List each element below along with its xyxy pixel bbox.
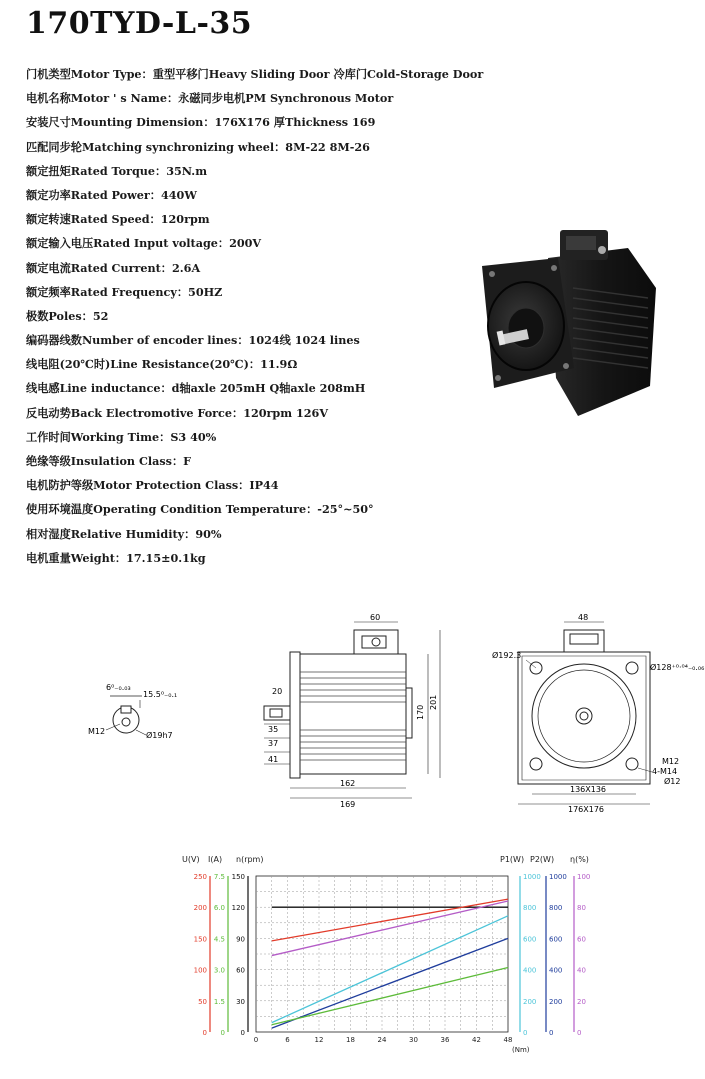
key-width-dim: 6⁰₋₀.₀₃: [106, 683, 131, 692]
spec-row: [26, 449, 483, 473]
axis-tick-label: 0: [202, 1029, 207, 1037]
spec-value: 90%: [195, 526, 222, 541]
axis-tick-label: 250: [193, 873, 207, 881]
axis-tick-label: 100: [193, 966, 207, 975]
spec-label: 额定电流Rated Current：: [26, 260, 172, 275]
spec-label: 匹配同步轮Matching synchronizing wheel：: [26, 139, 286, 154]
spec-label: 线电感Line inductance：: [26, 381, 172, 396]
spec-value: 440W: [160, 187, 197, 202]
spec-row: [26, 135, 483, 159]
x-tick-label: 24: [377, 1036, 387, 1044]
axis-tick-label: 90: [236, 935, 245, 944]
axis-tick-label: 600: [523, 935, 537, 944]
spec-value: F: [183, 454, 192, 468]
series-line: [272, 901, 508, 956]
x-tick-label: 6: [285, 1036, 290, 1044]
spec-label: 使用环境温度Operating Condition Temperature：: [26, 502, 318, 517]
spec-row: [26, 522, 483, 546]
axis-tick-label: 1000: [523, 873, 541, 881]
spec-value: 11.9Ω: [260, 357, 298, 372]
axis-tick-label: 60: [236, 966, 245, 975]
axis-tick-label: 60: [577, 935, 586, 944]
spec-value: 永磁同步电机PM Synchronous Motor: [178, 91, 394, 106]
spec-row: [26, 110, 483, 134]
axis-tick-label: 40: [577, 966, 586, 975]
spec-label: 线电阻(20℃时)Line Resistance(20℃)：: [26, 357, 261, 372]
spec-label: 电机防护等级Motor Protection Class：: [26, 478, 250, 493]
spec-value: 120rpm: [160, 212, 210, 227]
spec-row: [26, 304, 483, 328]
spec-row: [26, 231, 483, 255]
spec-row: [26, 159, 483, 183]
spec-row: [26, 328, 483, 352]
spec-value: 35N.m: [166, 163, 208, 178]
axis-tick-label: 20: [577, 997, 586, 1006]
front-spigot-dim: Ø128⁺⁰·⁰⁴₋₀.₀₆: [650, 663, 705, 672]
spec-row: [26, 62, 483, 86]
spec-label: 工作时间Working Time：: [26, 429, 171, 444]
spec-value: 重型平移门Heavy Sliding Door 冷库门Cold-Storage Door: [152, 67, 484, 81]
x-tick-label: 18: [346, 1036, 355, 1044]
spec-label: 额定转速Rated Speed：: [26, 212, 161, 227]
axis-tick-label: 1.5: [213, 997, 225, 1006]
front-top-width-dim: 48: [578, 613, 589, 622]
key-depth-dim: 15.5⁰₋₀.₁: [143, 690, 178, 699]
series-line: [272, 916, 508, 1023]
spec-list: [26, 62, 483, 570]
spec-label: 额定扭矩Rated Torque：: [26, 163, 167, 178]
series-line: [272, 899, 508, 941]
spec-row: [26, 256, 483, 280]
axis-tick-label: 6.0: [213, 904, 225, 913]
axis-tick-label: 200: [193, 904, 207, 913]
front-pcd-dim: Ø192.3: [492, 651, 522, 660]
axis-name: P2(W): [530, 855, 555, 864]
side-h170-dim: 170: [416, 704, 425, 720]
spec-label: 门机类型Motor Type：: [26, 67, 153, 81]
spec-label: 电机重量Weight：: [26, 550, 127, 565]
spec-value: S3 40%: [170, 429, 217, 444]
axis-tick-label: 120: [231, 904, 245, 913]
spec-value: 52: [92, 308, 109, 323]
axis-name: η(%): [570, 855, 589, 864]
front-view-drawing: [488, 612, 705, 814]
spec-label: 编码器线数Number of encoder lines：: [26, 333, 249, 348]
axis-tick-label: 400: [523, 966, 537, 975]
axis-tick-label: 1000: [549, 873, 567, 881]
spec-value: 2.6A: [172, 260, 201, 275]
spec-row: [26, 401, 483, 425]
axis-tick-label: 400: [549, 966, 563, 975]
axis-tick-label: 0: [577, 1029, 582, 1037]
axis-name: U(V): [182, 855, 200, 864]
x-tick-label: 0: [253, 1036, 259, 1044]
product-title: 170TYD-L-35: [26, 6, 253, 41]
axis-tick-label: 800: [523, 904, 537, 913]
axis-tick-label: 600: [549, 935, 563, 944]
axis-tick-label: 0: [220, 1029, 225, 1037]
spec-row: [26, 425, 483, 449]
side-overall-dim: 169: [340, 800, 356, 809]
shaft-thread-dim: M12: [88, 727, 106, 736]
spec-label: 安装尺寸Mounting Dimension：: [26, 115, 215, 130]
spec-value: 176X176 厚Thickness 169: [214, 115, 376, 130]
spec-value: 1024线 1024 lines: [248, 333, 360, 348]
spec-row: [26, 86, 483, 110]
axis-name: n(rpm): [236, 855, 264, 864]
spec-label: 额定功率Rated Power：: [26, 187, 161, 202]
series-line: [272, 938, 508, 1028]
x-tick-label: 36: [440, 1036, 450, 1044]
side-top-width-dim: 60: [370, 613, 381, 622]
axis-tick-label: 3.0: [213, 966, 225, 975]
side-d35-dim: 35: [268, 725, 279, 734]
axis-tick-label: 4.5: [213, 935, 225, 944]
axis-tick-label: 80: [577, 904, 586, 913]
spec-label: 绝缘等级Insulation Class：: [26, 454, 184, 468]
spec-label: 电机名称Motor ' s Name：: [26, 91, 179, 106]
spec-value: -25°~50°: [317, 502, 374, 517]
series-line: [272, 968, 508, 1025]
axis-tick-label: 200: [549, 997, 563, 1006]
shaft-diameter-dim: Ø19h7: [146, 731, 173, 740]
axis-tick-label: 150: [193, 935, 207, 944]
side-body-dim: 162: [340, 779, 356, 788]
spec-label: 额定输入电压Rated Input voltage：: [26, 236, 230, 251]
spec-label: 相对湿度Relative Humidity：: [26, 526, 196, 541]
spec-value: 120rpm 126V: [243, 405, 329, 420]
spec-label: 额定频率Rated Frequency：: [26, 284, 189, 299]
spec-value: d轴axle 205mH Q轴axle 208mH: [171, 381, 366, 396]
side-d20-dim: 20: [272, 687, 283, 696]
axis-tick-label: 800: [549, 904, 563, 913]
side-view-drawing: [250, 612, 450, 812]
spec-value: 8M-22 8M-26: [285, 139, 370, 154]
spec-value: 17.15±0.1kg: [126, 550, 206, 565]
x-axis-label: (Nm): [512, 1046, 530, 1054]
spec-row: [26, 183, 483, 207]
axis-tick-label: 0: [523, 1029, 528, 1037]
axis-tick-label: 7.5: [213, 873, 225, 881]
performance-chart: [170, 846, 610, 1056]
motor-photo: [478, 228, 660, 418]
x-tick-label: 30: [409, 1036, 418, 1044]
spec-value: IP44: [249, 478, 279, 493]
x-tick-label: 42: [472, 1036, 481, 1044]
shaft-detail-drawing: [88, 680, 188, 750]
spec-label: 极数Poles：: [26, 308, 93, 323]
spec-row: [26, 280, 483, 304]
spec-row: [26, 473, 483, 497]
spec-row: [26, 352, 483, 376]
axis-name: P1(W): [500, 855, 525, 864]
side-d41-dim: 41: [268, 755, 279, 764]
spec-row: [26, 497, 483, 521]
x-tick-label: 12: [314, 1036, 324, 1044]
axis-tick-label: 30: [236, 997, 245, 1006]
axis-tick-label: 0: [549, 1029, 554, 1037]
front-outer-dim: 176X176: [568, 805, 605, 814]
spec-row: [26, 546, 483, 570]
front-m12-dim: M12: [662, 757, 680, 766]
axis-tick-label: 0: [240, 1029, 245, 1037]
spec-row: [26, 376, 483, 400]
side-h201-dim: 201: [429, 694, 438, 710]
axis-tick-label: 50: [198, 997, 207, 1006]
x-tick-label: 48: [503, 1036, 513, 1044]
side-d37-dim: 37: [268, 739, 279, 748]
axis-tick-label: 100: [577, 873, 591, 881]
axis-name: I(A): [208, 855, 223, 864]
spec-value: 50HZ: [188, 284, 223, 299]
spec-label: 反电动势Back Electromotive Force：: [26, 405, 244, 420]
spec-row: [26, 207, 483, 231]
axis-tick-label: 150: [231, 873, 245, 881]
front-inner-dim: 136X136: [570, 785, 607, 794]
spec-value: 200V: [229, 236, 262, 251]
front-holes-dim: 4-M14: [652, 767, 678, 776]
front-hole-d-dim: Ø12: [664, 777, 681, 786]
axis-tick-label: 200: [523, 997, 537, 1006]
